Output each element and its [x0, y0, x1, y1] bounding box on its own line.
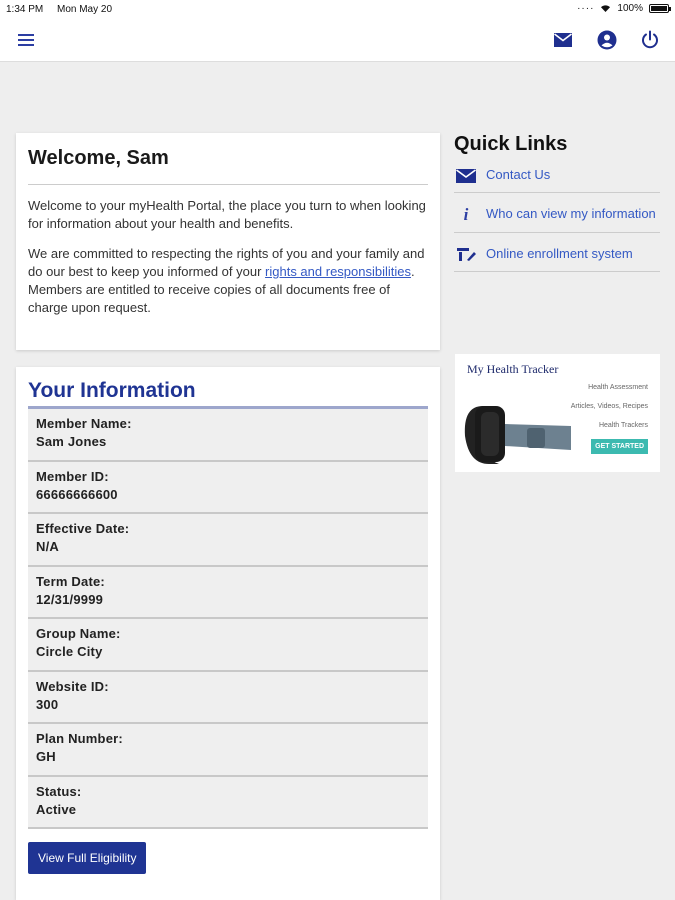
status-bar: [0, 0, 675, 20]
fitness-band-image: [459, 384, 577, 468]
divider: [28, 184, 428, 185]
battery-percent: 100%: [617, 3, 643, 14]
info-label: Plan Number:: [36, 731, 123, 746]
get-started-button[interactable]: GET STARTED: [591, 439, 648, 454]
tracker-title: My Health Tracker: [467, 362, 559, 376]
power-icon[interactable]: [639, 29, 661, 51]
rights-text-prefix: We are committed to respecting the rights of you and your family and do our best to keep you informed of your: [28, 246, 425, 279]
info-label: Member ID:: [36, 468, 109, 484]
info-value: 12/31/9999: [36, 591, 104, 607]
info-row-group-name: [28, 619, 428, 672]
quick-link-online-enrollment[interactable]: [454, 243, 660, 272]
info-row-plan-number: [28, 724, 428, 777]
top-nav: [0, 20, 675, 62]
quick-link-label: Who can view my information: [486, 206, 656, 221]
info-label: Group Name:: [36, 626, 121, 641]
welcome-rights-text: [28, 245, 428, 317]
view-full-eligibility-button[interactable]: View Full Eligibility: [28, 842, 146, 874]
wifi-icon: [600, 4, 611, 13]
health-tracker-banner[interactable]: [455, 354, 660, 472]
info-value: GH: [36, 749, 56, 764]
info-row-status: [28, 777, 428, 830]
info-label: Term Date:: [36, 573, 105, 589]
info-row-member-id: [28, 462, 428, 515]
your-information-card: [16, 367, 440, 900]
info-row-website-id: [28, 672, 428, 725]
quick-links: [454, 133, 660, 282]
quick-links-title: Quick Links: [454, 133, 568, 155]
quick-link-label: Online enrollment system: [486, 245, 633, 261]
info-row-effective-date: [28, 514, 428, 567]
info-value: Circle City: [36, 644, 103, 659]
battery-icon: [649, 4, 669, 13]
account-icon[interactable]: [596, 29, 618, 51]
quick-link-who-can-view[interactable]: [454, 203, 660, 233]
info-label: Effective Date:: [36, 521, 130, 536]
info-value: N/A: [36, 539, 59, 554]
status-date: Mon May 20: [57, 4, 113, 15]
tracker-item: Health Trackers: [598, 422, 648, 429]
info-value: Active: [36, 801, 77, 817]
info-label: Member Name:: [36, 416, 132, 431]
tracker-item: Articles, Videos, Recipes: [570, 403, 648, 410]
info-icon: i: [463, 204, 469, 224]
rights-link[interactable]: rights and responsibilities: [265, 264, 411, 279]
rights-text-suffix: . Members are entitled to receive copies of all documents free of charge upon request.: [28, 264, 415, 315]
info-row-member-name: [28, 409, 428, 462]
info-label: Status:: [36, 783, 82, 799]
menu-icon[interactable]: [16, 29, 38, 51]
info-value: 300: [36, 696, 59, 712]
tracker-item: Health Assessment: [588, 384, 648, 391]
welcome-intro: Welcome to your myHealth Portal, the place you turn to when looking for information about your health and benefits.: [28, 198, 426, 231]
welcome-card: [16, 133, 440, 350]
quick-link-label: Contact Us: [486, 167, 551, 182]
status-time: 1:34 PM: [6, 4, 44, 15]
info-value: Sam Jones: [36, 434, 107, 449]
mail-icon[interactable]: [552, 29, 574, 51]
welcome-title: Welcome, Sam: [28, 147, 169, 169]
info-label: Website ID:: [36, 678, 109, 694]
status-indicators: [577, 3, 669, 14]
your-information-title: Your Information: [28, 379, 428, 409]
info-value: 66666666600: [36, 486, 118, 502]
quick-link-contact-us[interactable]: [454, 164, 660, 193]
enrollment-icon: [454, 246, 478, 262]
info-row-term-date: [28, 567, 428, 620]
envelope-icon: [454, 168, 478, 184]
signal-icon: ····: [577, 3, 595, 14]
